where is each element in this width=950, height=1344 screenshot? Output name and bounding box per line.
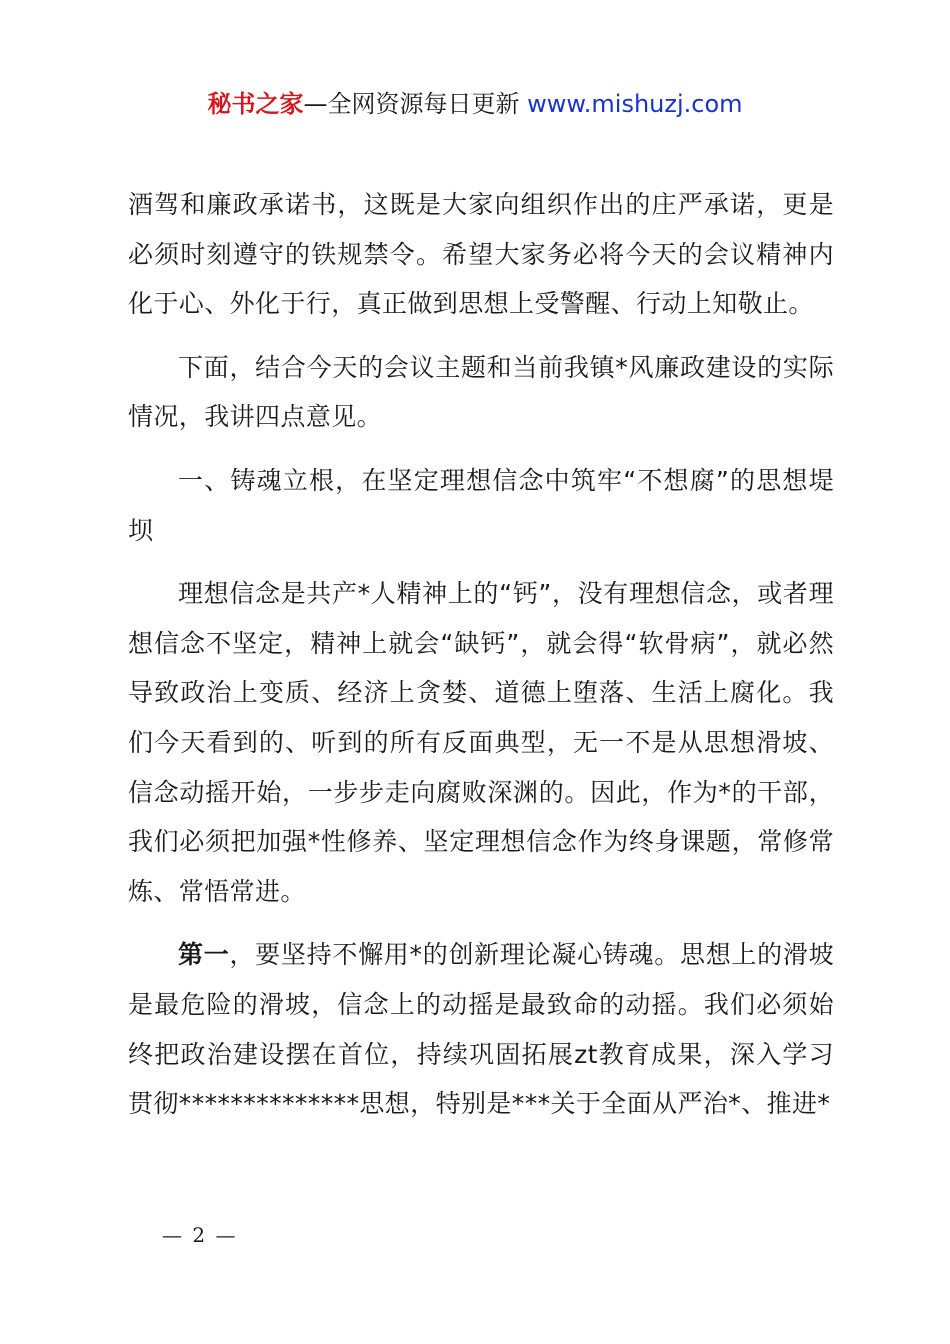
paragraph-first-point xyxy=(128,930,834,1128)
page-number: — 2 — xyxy=(162,1223,238,1247)
section-heading-1: 一、铸魂立根，在坚定理想信念中筑牢“不想腐”的思想堤坝 xyxy=(128,465,834,545)
paragraph-intro: 下面，结合今天的会议主题和当前我镇*风廉政建设的实际情况，我讲四点意见。 xyxy=(128,352,834,432)
banner-dash: — xyxy=(303,90,328,118)
paragraph-continuation: 酒驾和廉政承诺书，这既是大家向组织作出的庄严承诺，更是必须时刻遵守的铁规禁令。希望大家务必将今天的会议精神内化于心、外化于行，真正做到思想上受警醒、行动上知敬止。 xyxy=(128,190,834,319)
site-banner xyxy=(0,88,950,120)
first-point-label: 第一 xyxy=(178,940,230,970)
brand-name: 秘书之家 xyxy=(207,90,304,118)
document-body xyxy=(128,180,834,1143)
banner-tagline: 全网资源每日更新 xyxy=(327,90,520,118)
first-point-text: ，要坚持不懈用*的创新理论凝心铸魂。思想上的滑坡是最危险的滑坡，信念上的动摇是最致命的动摇。我们必须始终把政治建设摆在首位，持续巩固拓展zt教育成果，深入学习贯彻**************思想，特别是***关于全面从严治*、推进* xyxy=(128,940,834,1119)
site-url-link[interactable]: www.mishuzj.com xyxy=(527,90,743,118)
paragraph-ideals: 理想信念是共产*人精神上的“钙”，没有理想信念，或者理想信念不坚定，精神上就会“缺钙”，就会得“软骨病”，就必然导致政治上变质、经济上贪婪、道德上堕落、生活上腐化。我们今天看到的、听到的所有反面典型，无一不是从思想滑坡、信念动摇开始，一步步走向腐败深渊的。因此，作为*的干部，我们必须把加强*性修养、坚定理想信念作为终身课题，常修常炼、常悟常进。 xyxy=(128,579,834,906)
